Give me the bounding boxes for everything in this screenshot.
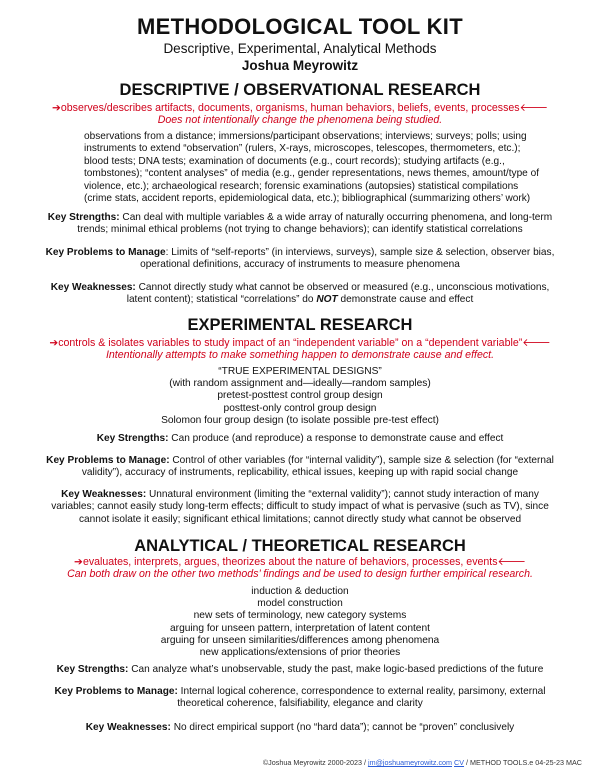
weaknesses-label: Key Weaknesses: xyxy=(50,282,136,293)
page-title: METHODOLOGICAL TOOL KIT xyxy=(137,14,463,39)
descriptive-problems xyxy=(44,247,556,272)
experimental-heading: EXPERIMENTAL RESEARCH xyxy=(187,316,413,334)
strengths-label: Key Strengths: xyxy=(56,664,129,675)
descriptive-heading: DESCRIPTIVE / OBSERVATIONAL RESEARCH xyxy=(119,81,481,99)
descriptive-strengths xyxy=(44,212,556,237)
left-arrow-icon: 🡐 xyxy=(519,102,548,114)
analytical-item: new sets of terminology, new category systems xyxy=(193,610,407,622)
design-item: “TRUE EXPERIMENTAL DESIGNS” xyxy=(218,366,382,377)
strengths-label: Key Strengths: xyxy=(47,212,120,223)
experimental-definition xyxy=(0,337,600,349)
weaknesses-text: No direct empirical support (no “hard data”); cannot be “proven” conclusively xyxy=(173,722,515,733)
right-arrow-icon: ➔ xyxy=(49,337,59,349)
experimental-problems xyxy=(44,455,556,480)
design-item: pretest-posttest control group design xyxy=(217,390,383,402)
weaknesses-text-b: demonstrate cause and effect xyxy=(340,294,474,306)
right-arrow-icon: ➔ xyxy=(74,556,83,568)
problems-label: Key Problems to Manage xyxy=(45,247,166,258)
analytical-problems xyxy=(44,686,556,711)
problems-text: Control of other variables (for “internal validity”), sample size & selection (for “external validity”), accuracy of instruments, replicability, ethical issues, keeping up with rapid social change xyxy=(81,455,554,479)
descriptive-definition-text: observes/describes artifacts, documents, organisms, human behaviors, beliefs, events, processes xyxy=(60,102,520,114)
footer-file: / METHOD TOOLS.e 04-25-23 MAC xyxy=(466,758,582,767)
analytical-strengths xyxy=(30,664,570,676)
design-item: posttest-only control group design xyxy=(223,402,377,414)
descriptive-definition xyxy=(0,102,600,114)
weaknesses-not: NOT xyxy=(316,294,338,306)
weaknesses-label: Key Weaknesses: xyxy=(85,722,171,733)
analytical-weaknesses xyxy=(44,722,556,734)
analytical-item: arguing for unseen similarities/differences among phenomena xyxy=(160,634,440,646)
problems-text: : Limits of “self-reports” (in interviews, surveys), sample size & selection, observer bias, operational definitions, accuracy of instruments to measure phenomena xyxy=(140,247,555,271)
weaknesses-text-a: Cannot directly study what cannot be observed or measured (e.g., unconscious motivations, latent content); statistical “correlations” do xyxy=(126,282,550,306)
strengths-text: Can produce (and reproduce) a response to demonstrate cause and effect xyxy=(171,433,504,444)
analytical-heading: ANALYTICAL / THEORETICAL RESEARCH xyxy=(134,537,466,555)
analytical-item: new applications/extensions of prior theories xyxy=(199,647,401,659)
strengths-text: Can deal with multiple variables & a wide array of naturally occurring phenomena, and long-term trends; minimal ethical problems (not trying to change behaviors); can identify statistical correlations xyxy=(77,212,553,236)
problems-label: Key Problems to Manage: xyxy=(46,455,170,466)
problems-label: Key Problems to Manage: xyxy=(54,686,178,697)
experimental-strengths xyxy=(44,433,556,445)
analytical-definition xyxy=(0,556,600,568)
experimental-note: Intentionally attempts to make something happen to demonstrate cause and effect. xyxy=(105,349,495,361)
descriptive-note: Does not intentionally change the phenomena being studied. xyxy=(157,114,443,126)
left-arrow-icon: 🡐 xyxy=(497,556,526,568)
experimental-designs xyxy=(0,366,600,427)
descriptive-methods: observations from a distance; immersions/participant observations; interviews; surveys; polls; using instruments to extend “observation” (rulers, X-rays, microscopes, telescopes, thermometers, etc.); blood tests; DNA tests; examination of documents (e.g., court records); studying artifacts (e.g., tombstones); “content analyses” of media (e.g., gender representations, news themes, amount/type of violence, etc.); archaeological research; forensic examinations (autopsies) statistical compilations (crime stats, accident reports, epidemiological data, etc.); bibliographical (summarizing others’ work) xyxy=(84,131,540,205)
analytical-definition-text: evaluates, interprets, argues, theorizes about the nature of behaviors, processes, events xyxy=(82,556,498,568)
design-item: Solomon four group design (to isolate possible pre-test effect) xyxy=(161,414,439,426)
weaknesses-text: Unnatural environment (limiting the “external validity”); cannot study interaction of many variables; cannot easily study long-term effects; difficult to study impact of what is pervasive (such as TV), since cannot isolate it easily; significant ethical limitations; cannot directly study what cannot be observed xyxy=(51,489,549,525)
analytical-items xyxy=(0,586,600,659)
email-link[interactable]: jm@joshuameyrowitz.com xyxy=(368,758,453,767)
page-subtitle: Descriptive, Experimental, Analytical Methods xyxy=(163,41,437,56)
descriptive-weaknesses xyxy=(44,282,556,307)
analytical-item: model construction xyxy=(257,598,343,610)
analytical-note: Can both draw on the other two methods’ findings and be used to design further empirical research. xyxy=(67,568,533,580)
analytical-item: arguing for unseen pattern, interpretation of latent content xyxy=(170,622,430,634)
strengths-text: Can analyze what’s unobservable, study the past, make logic-based predictions of the future xyxy=(131,664,544,675)
footer-copyright: ©Joshua Meyrowitz 2000-2023 / xyxy=(262,758,367,767)
strengths-label: Key Strengths: xyxy=(96,433,169,444)
author-name: Joshua Meyrowitz xyxy=(241,58,359,73)
experimental-definition-text: controls & isolates variables to study impact of an “independent variable” on a “dependent variable” xyxy=(58,337,523,349)
cv-link[interactable]: CV xyxy=(454,758,465,767)
left-arrow-icon: 🡐 xyxy=(522,337,551,349)
weaknesses-label: Key Weaknesses: xyxy=(61,489,147,500)
right-arrow-icon: ➔ xyxy=(51,102,61,114)
analytical-item: induction & deduction xyxy=(251,586,349,597)
footer xyxy=(263,758,582,767)
design-item: (with random assignment and—ideally—random samples) xyxy=(169,378,431,390)
experimental-weaknesses xyxy=(44,489,556,526)
problems-text: Internal logical coherence, correspondence to external reality, parsimony, external theoretical coherence, falsifiability, elegance and clarity xyxy=(177,686,546,710)
